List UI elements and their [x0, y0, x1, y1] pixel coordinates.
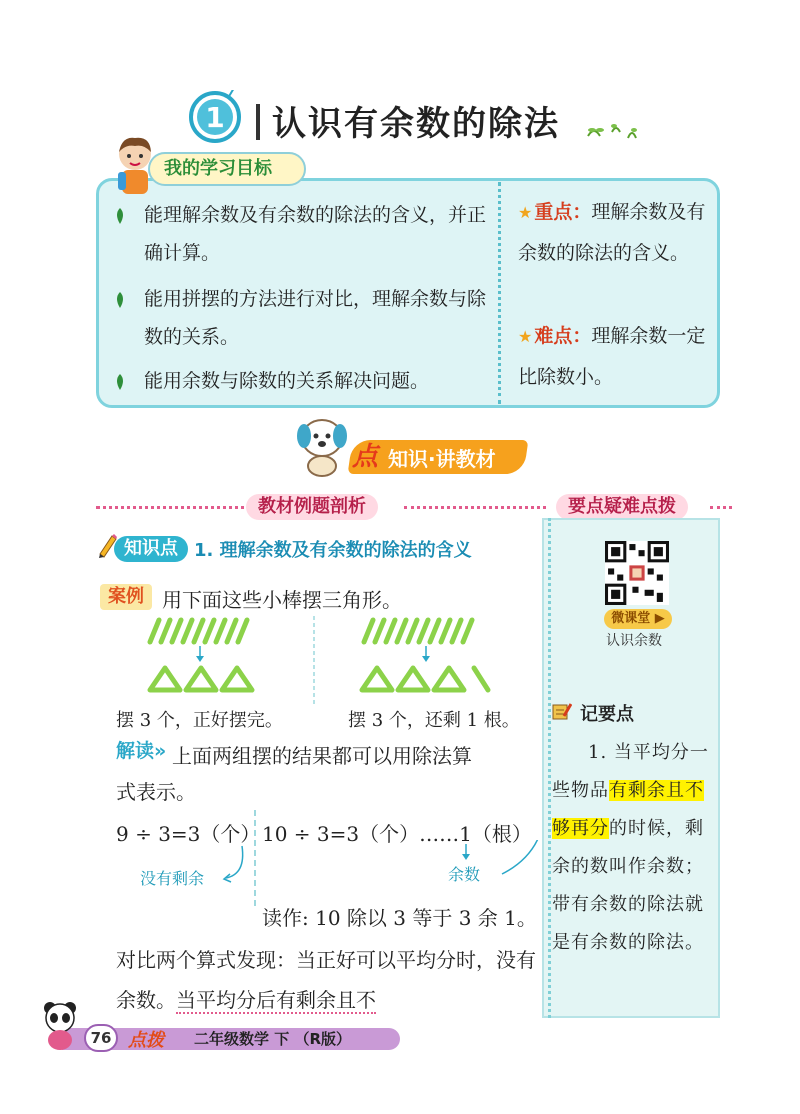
stick	[375, 620, 384, 642]
read-as-text: 读作: 10 除以 3 等于 3 余 1。	[262, 906, 537, 930]
qr-code-icon[interactable]	[605, 541, 669, 605]
case-tag: 案例	[100, 584, 152, 610]
star-icon: ★	[518, 327, 533, 346]
key-point-label: 重点：	[534, 201, 592, 223]
footer-brand: 点拨	[128, 1030, 164, 1051]
banner-mark: 点	[352, 442, 379, 472]
stick	[150, 620, 159, 642]
footer-book-info: 二年级数学 下 （R版）	[194, 1030, 351, 1048]
lesson-number: 1	[205, 101, 225, 134]
label-remainder: 余数	[448, 865, 481, 884]
leaf-bullet-icon	[114, 374, 126, 390]
explanation-text-cont: 式表示。	[116, 780, 196, 804]
triangle	[150, 668, 180, 690]
lesson-title: 认识有余数的除法	[272, 104, 560, 144]
stick	[397, 620, 406, 642]
goals-label: 我的学习目标	[148, 152, 306, 186]
equation-no-remainder: 9 ÷ 3=3（个）	[116, 822, 261, 846]
notebook-pencil-icon	[552, 702, 572, 720]
knowledge-point-title: 1. 理解余数及有余数的除法的含义	[194, 540, 472, 561]
triangle	[222, 668, 252, 690]
comparison-text: 对比两个算式发现：当正好可以平均分时，没有余数。当平均分后有剩余且不	[116, 948, 536, 1012]
goal-item-2: 能用拼摆的方法进行对比，理解余数与除数的关系。	[116, 280, 488, 356]
stick	[183, 620, 192, 642]
arrow-head-icon	[196, 656, 204, 662]
sticks-group-left	[150, 620, 247, 642]
case-text: 用下面这些小棒摆三角形。	[162, 588, 402, 612]
tips-panel-border	[548, 518, 551, 1018]
triangle	[362, 668, 392, 690]
goal-item-1: 能理解余数及有余数的除法的含义，并正确计算。	[116, 196, 488, 272]
difficult-point-text: 理解余数一定比除数小。	[518, 325, 706, 388]
stick	[386, 620, 395, 642]
label-no-remainder: 没有剩余	[140, 869, 205, 888]
star-icon: ★	[518, 203, 533, 222]
stick	[408, 620, 417, 642]
title-divider	[256, 104, 260, 140]
stick	[216, 620, 225, 642]
explanation-text: 上面两组摆的结果都可以用除法算	[172, 744, 472, 768]
lesson-number-badge	[188, 90, 242, 144]
banner-title: 知识·讲教材	[388, 447, 496, 471]
sticks-illustration	[140, 616, 540, 706]
stick	[205, 620, 214, 642]
section-divider	[404, 506, 546, 509]
highlight-remainder: 有剩余	[609, 780, 666, 801]
notes-title: 记要点	[580, 704, 634, 725]
stick	[238, 620, 247, 642]
stick	[463, 620, 472, 642]
goals-divider	[498, 182, 501, 404]
curved-arrow-icon	[226, 846, 243, 878]
connector-arrow-icon	[502, 840, 540, 874]
puppy-mascot-icon	[290, 410, 354, 480]
micro-class-caption: 认识余数	[606, 633, 662, 649]
stick	[452, 620, 461, 642]
goal-item-3: 能用余数与除数的关系解决问题。	[116, 362, 488, 400]
difficult-point-label: 难点：	[534, 325, 592, 347]
explanation-tag: 解读»	[116, 740, 167, 762]
stick	[227, 620, 236, 642]
key-point-text: 理解余数及有余数的除法的含义。	[518, 201, 706, 264]
tab-key-tips: 要点疑难点拨	[556, 494, 688, 520]
leaf-bullet-icon	[114, 292, 126, 308]
tab-textbook-examples: 教材例题剖析	[246, 494, 378, 520]
leftover-stick	[474, 668, 488, 690]
stick	[172, 620, 181, 642]
stick	[430, 620, 439, 642]
stick	[194, 620, 203, 642]
key-point-block	[518, 192, 714, 273]
knowledge-point-tag: 知识点	[114, 536, 188, 562]
notes-text: 1. 当平均分一些物品有剩余且不够再分的时候，剩余的数叫作余数；带有余数的除法就是有余数的除法。	[552, 742, 709, 953]
sprout-decoration-icon	[584, 116, 640, 144]
triangle	[186, 668, 216, 690]
arrow-head-icon	[422, 656, 430, 662]
panda-mascot-icon	[40, 1000, 80, 1050]
stick	[161, 620, 170, 642]
stick	[419, 620, 428, 642]
caption-left: 摆 3 个，正好摆完。	[116, 710, 283, 731]
triangles-left	[150, 668, 252, 690]
triangle	[398, 668, 428, 690]
caption-right: 摆 3 个，还剩 1 根。	[348, 710, 520, 731]
micro-class-button[interactable]: 微课堂 ▶	[604, 609, 672, 629]
underlined-text: 当平均分后有剩余且不	[176, 988, 376, 1012]
highlight-not-enough: 且不够再分	[552, 780, 704, 839]
sticks-group-right	[364, 620, 472, 642]
triangle	[434, 668, 464, 690]
leaf-bullet-icon	[114, 208, 126, 224]
triangles-right	[362, 668, 488, 690]
page-number: 76	[84, 1024, 118, 1052]
difficult-point-block	[518, 316, 714, 397]
stick	[364, 620, 373, 642]
stick	[441, 620, 450, 642]
equation-with-remainder: 10 ÷ 3=3（个）……1（根）	[262, 822, 532, 846]
section-divider	[710, 506, 732, 509]
